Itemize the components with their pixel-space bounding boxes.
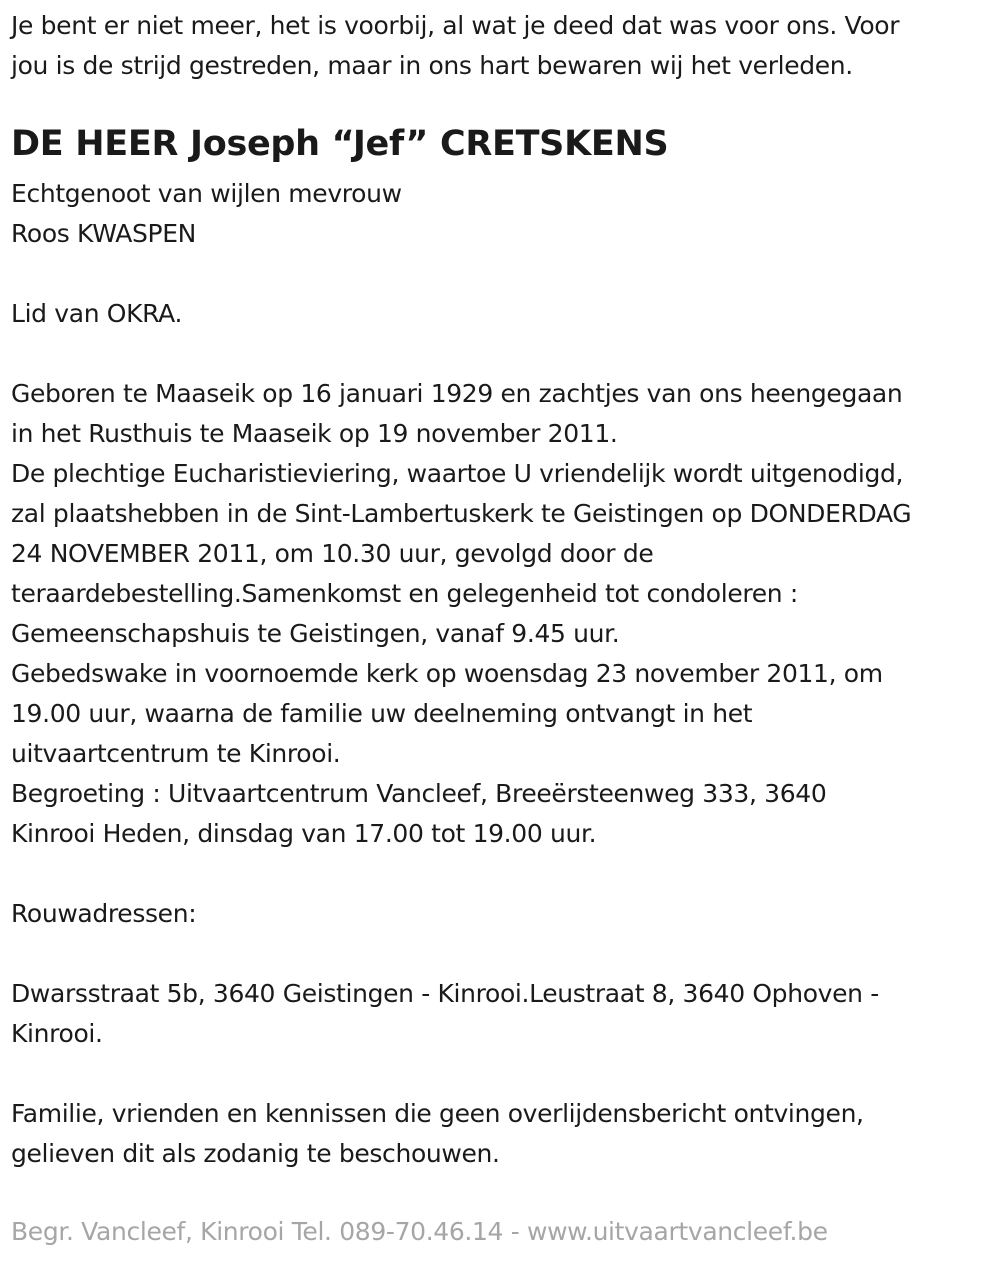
- spacer: [11, 854, 996, 894]
- addresses-heading: Rouwadressen:: [11, 899, 197, 928]
- details-line-7: Gemeenschapshuis te Geistingen, vanaf 9.45 uur.: [11, 619, 620, 648]
- spouse-line-1: Echtgenoot van wijlen mevrouw: [11, 179, 402, 208]
- spacer: [11, 1054, 996, 1094]
- details-line-9: 19.00 uur, waarna de familie uw deelneming ontvangt in het: [11, 699, 753, 728]
- details-line-8: Gebedswake in voornoemde kerk op woensdag 23 november 2011, om: [11, 659, 883, 688]
- intro-line-2: jou is de strijd gestreden, maar in ons hart bewaren wij het verleden.: [11, 51, 853, 80]
- addresses-line-1: Dwarsstraat 5b, 3640 Geistingen - Kinrooi.Leustraat 8, 3640 Ophoven -: [11, 979, 879, 1008]
- intro-line-1: Je bent er niet meer, het is voorbij, al wat je deed dat was voor ons. Voor: [11, 11, 900, 40]
- spacer: [11, 934, 996, 974]
- details-line-10: uitvaartcentrum te Kinrooi.: [11, 739, 341, 768]
- spacer: [11, 334, 996, 374]
- spouse-line-2: Roos KWASPEN: [11, 219, 197, 248]
- notice-line-1: Familie, vrienden en kennissen die geen overlijdensbericht ontvingen,: [11, 1099, 864, 1128]
- details-line-3: De plechtige Eucharistieviering, waartoe U vriendelijk wordt uitgenodigd,: [11, 459, 904, 488]
- details-line-4: zal plaatshebben in de Sint-Lambertuskerk te Geistingen op DONDERDAG: [11, 499, 912, 528]
- obituary-notice: [11, 6, 996, 1174]
- spacer: [11, 254, 996, 294]
- details-line-5: 24 NOVEMBER 2011, om 10.30 uur, gevolgd door de: [11, 539, 654, 568]
- details-line-11: Begroeting : Uitvaartcentrum Vancleef, Breeërsteenweg 333, 3640: [11, 779, 827, 808]
- deceased-name-title: DE HEER Joseph “Jef” CRETSKENS: [11, 124, 669, 164]
- notice-line-2: gelieven dit als zodanig te beschouwen.: [11, 1139, 500, 1168]
- details-line-6: teraardebestelling.Samenkomst en gelegenheid tot condoleren :: [11, 579, 798, 608]
- funeral-home-footer: Begr. Vancleef, Kinrooi Tel. 089-70.46.14 - www.uitvaartvancleef.be: [11, 1217, 828, 1246]
- details-line-12: Kinrooi Heden, dinsdag van 17.00 tot 19.00 uur.: [11, 819, 597, 848]
- addresses-line-2: Kinrooi.: [11, 1019, 103, 1048]
- membership-line: Lid van OKRA.: [11, 299, 183, 328]
- details-line-1: Geboren te Maaseik op 16 januari 1929 en zachtjes van ons heengegaan: [11, 379, 903, 408]
- details-line-2: in het Rusthuis te Maaseik op 19 november 2011.: [11, 419, 618, 448]
